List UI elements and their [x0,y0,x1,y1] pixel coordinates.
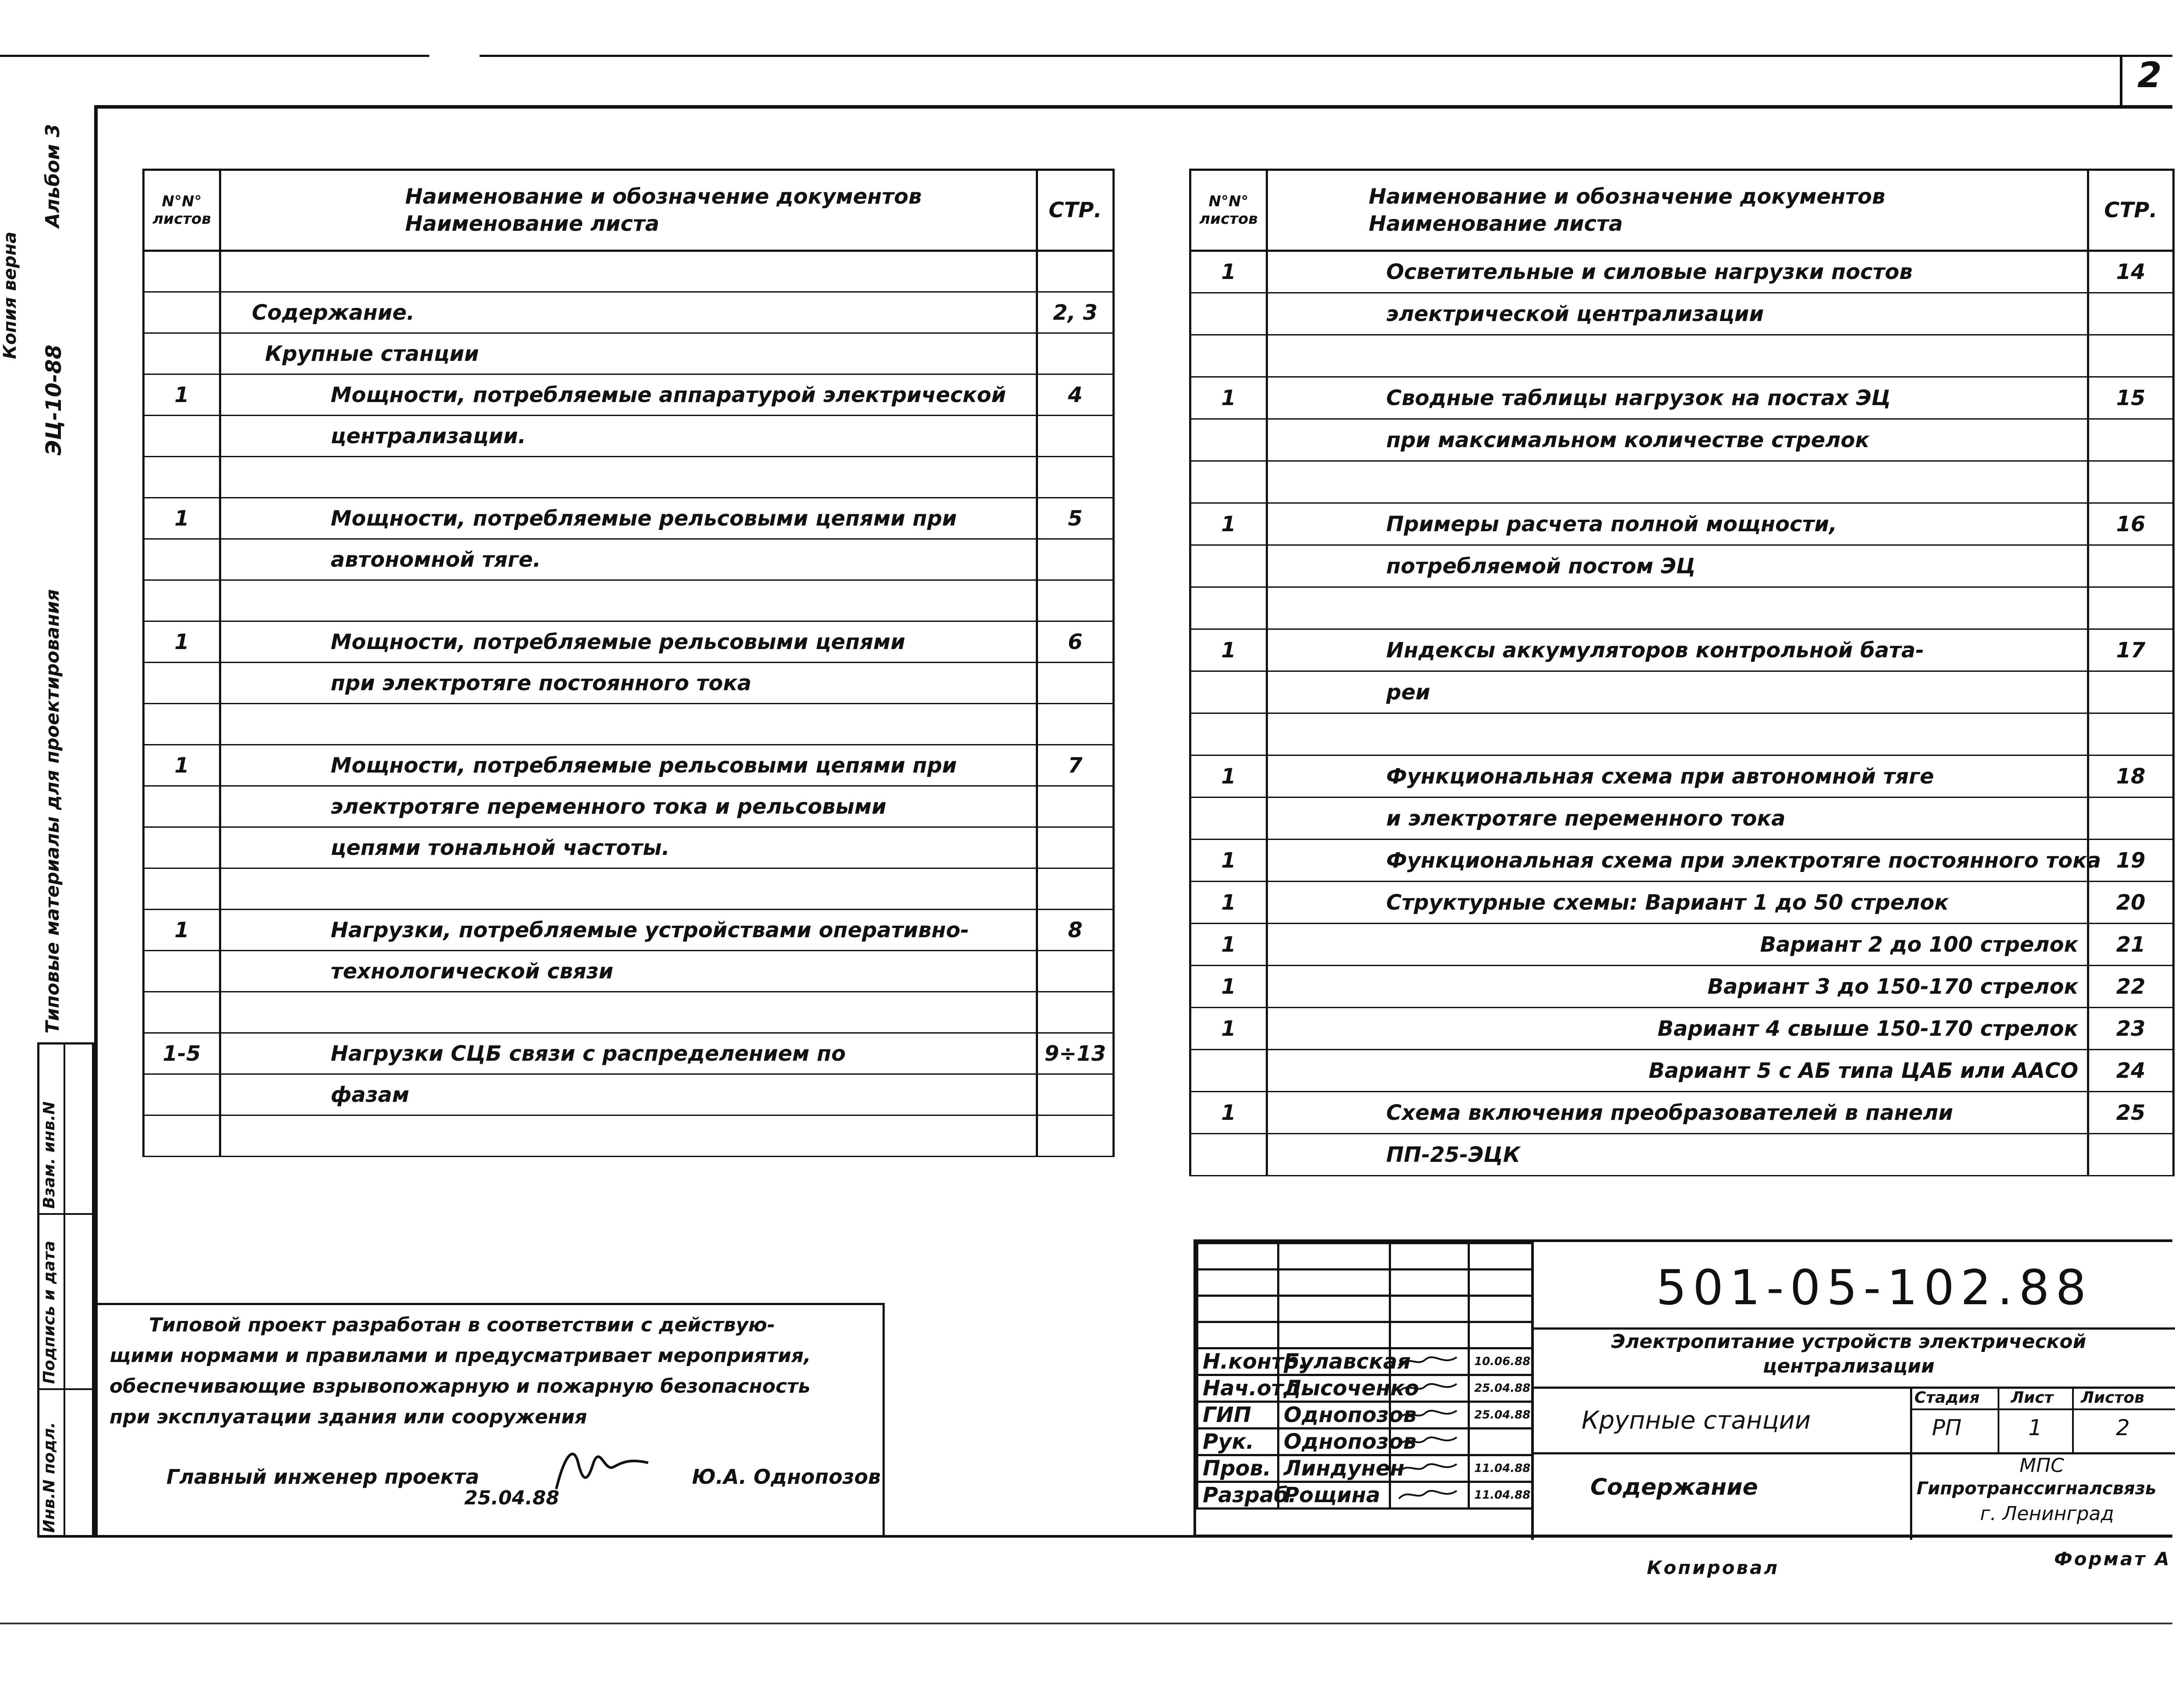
sheet-count [144,992,220,1033]
approval-row [1197,1429,1532,1455]
page-number: 23 [2088,1008,2174,1050]
document-title: фазам [220,1074,1037,1115]
type-label: Типовые материалы для проектирования [42,589,63,1034]
contents-row [1190,461,2174,503]
document-title [1267,587,2088,629]
document-title: Содержание. [220,292,1037,333]
document-title: Мощности, потребляемые рельсовыми цепями при [220,498,1037,539]
contents-row [144,1115,1114,1157]
sheets-label: Листов [2081,1389,2144,1407]
page-number [1037,704,1114,745]
sheet-count [1190,419,1267,461]
contents-row [1190,251,2174,293]
contents-row [144,498,1114,539]
title-divider-v [1531,1242,1534,1540]
sheet-count [144,827,220,868]
document-title: Нагрузки, потребляемые устройствами оперативно- [220,910,1037,951]
title-divider-h3 [1531,1452,2175,1454]
contents-row [144,416,1114,457]
strip-inv-label: Инв.N подл. [40,1422,58,1533]
sheet-value: 1 [2028,1415,2042,1440]
sheet-count: 1 [144,910,220,951]
page-number [2088,419,2174,461]
approval-table [1196,1242,1533,1510]
contents-row [1190,545,2174,587]
sheet-count: 1 [1190,1008,1267,1050]
document-title: автономной тяге. [220,539,1037,580]
page-number [2088,671,2174,713]
sheet-count [144,663,220,704]
contents-row [1190,882,2174,924]
sheets-value: 2 [2116,1415,2130,1440]
page-number [1037,457,1114,498]
approval-row [1197,1375,1532,1402]
page-number [1037,951,1114,992]
sheet-count [1190,798,1267,840]
document-name: Содержание [1590,1474,1758,1500]
page-number [2088,293,2174,335]
document-title: Вариант 3 до 150-170 стрелок [1267,966,2088,1008]
contents-row [1190,671,2174,713]
approval-signature [1390,1375,1469,1402]
sheet-count [1190,1134,1267,1176]
contents-row [1190,629,2174,671]
left-strip-divider [64,1042,65,1537]
document-title: ПП-25-ЭЦК [1267,1134,2088,1176]
approval-name: Линдунен [1278,1455,1390,1482]
page-number: 24 [2088,1050,2174,1092]
document-title: Мощности, потребляемые рельсовыми цепями при [220,745,1037,786]
stage-value: РП [1932,1415,1962,1440]
contents-row [1190,966,2174,1008]
contents-row [1190,1134,2174,1176]
page-number: 7 [1037,745,1114,786]
document-title: при электротяге постоянного тока [220,663,1037,704]
approval-signature [1390,1482,1469,1509]
header-name-line1: Наименование и обозначение документов [405,184,922,209]
approval-signature [1390,1402,1469,1429]
page-number: 20 [2088,882,2174,924]
sheet-count: 1 [1190,251,1267,293]
header-name [220,170,1037,251]
approval-name: Однопозов [1278,1402,1390,1429]
page-number [2088,587,2174,629]
document-title [220,992,1037,1033]
document-title: Осветительные и силовые нагрузки постов [1267,251,2088,293]
document-title: Нагрузки СЦБ связи с распределением по [220,1033,1037,1074]
header-page: СТР. [2088,170,2174,251]
sheet-count [144,333,220,374]
approval-role: ГИП [1197,1402,1278,1429]
contents-row [144,910,1114,951]
page-number: 6 [1037,621,1114,663]
sheet-count: 1 [1190,882,1267,924]
page-number [2088,335,2174,377]
contents-row [1190,840,2174,882]
album-label: Альбом 3 [42,124,64,228]
document-title: и электротяге переменного тока [1267,798,2088,840]
approval-role: Н.контр. [1197,1348,1278,1375]
sheet-count [144,1115,220,1157]
page-number [2088,545,2174,587]
contents-row [144,621,1114,663]
note-line-2: щими нормами и правилами и предусматривает мероприятия, [109,1345,811,1367]
page-number [1037,868,1114,910]
contents-row [144,827,1114,868]
approval-date: 11.04.88 [1469,1455,1532,1482]
approval-signature [1390,1455,1469,1482]
approval-signature [1390,1348,1469,1375]
approval-name: Лысоченко [1278,1375,1390,1402]
page-number [1037,786,1114,827]
left-strip-rule-1 [37,1213,94,1215]
approval-role: Разраб. [1197,1482,1278,1509]
page-number [1037,416,1114,457]
sheet-count: 1 [1190,1092,1267,1134]
approval-date: 10.06.88 [1469,1348,1532,1375]
document-title: Вариант 4 свыше 150-170 стрелок [1267,1008,2088,1050]
strip-replace-label: Взам. инв.N [40,1101,58,1209]
sheet-box-left [2120,55,2122,107]
note-line-4: при эксплуатации здания или сооружения [109,1406,587,1428]
header-num: N°N° листов [1190,170,1267,251]
contents-table-right [1189,169,2175,1176]
contents-row [144,868,1114,910]
title-divider-h2 [1531,1387,2175,1389]
approval-signature [1390,1429,1469,1455]
document-title [1267,713,2088,755]
sheet-count [144,457,220,498]
document-title: Структурные схемы: Вариант 1 до 50 стрелок [1267,882,2088,924]
header-name-line1: Наименование и обозначение документов [1369,184,1885,209]
copied-label: Копировал [1647,1557,1780,1578]
page-number: 8 [1037,910,1114,951]
header-num: N°N° листов [144,170,220,251]
sheet-count: 1 [144,621,220,663]
contents-row [1190,1008,2174,1050]
contents-row [1190,293,2174,335]
contents-row [144,292,1114,333]
page-number [1037,580,1114,621]
sheet-count: 1 [1190,503,1267,545]
page-number: 16 [2088,503,2174,545]
contents-row [1190,503,2174,545]
approval-name: Булавская [1278,1348,1390,1375]
bottom-scan-line [0,1623,2172,1624]
page-number: 2, 3 [1037,292,1114,333]
page-number [2088,713,2174,755]
series-label: ЭЦ-10-88 [42,344,66,455]
sheet-count [1190,671,1267,713]
approval-date: 25.04.88 [1469,1375,1532,1402]
contents-table-left [142,169,1115,1157]
contents-row [144,786,1114,827]
sheet-count [1190,461,1267,503]
approval-date: 11.04.88 [1469,1482,1532,1509]
document-title [1267,335,2088,377]
org-line-2: Гипротранссигналсвязь [1917,1479,2157,1499]
page-number [1037,992,1114,1033]
page-number [2088,1134,2174,1176]
left-strip-rule-2 [37,1388,94,1390]
page-number [2088,798,2174,840]
document-title: Мощности, потребляемые рельсовыми цепями [220,621,1037,663]
page-number: 9÷13 [1037,1033,1114,1074]
document-title [220,457,1037,498]
document-title [220,1115,1037,1157]
contents-row [144,580,1114,621]
document-title: Мощности, потребляемые аппаратурой электрической [220,374,1037,416]
document-title [220,251,1037,292]
drawing-code: 501-05-102.88 [1656,1260,2093,1316]
sheet-count [1190,713,1267,755]
page-number: 15 [2088,377,2174,419]
sheet-count [144,786,220,827]
stage-col-2 [2072,1387,2074,1452]
page-number: 14 [2088,251,2174,293]
frame-top [96,105,2172,109]
sheet-count [144,292,220,333]
org-line-1: МПС [2020,1454,2064,1477]
document-title: Вариант 5 с АБ типа ЦАБ или ААСО [1267,1050,2088,1092]
document-title [220,580,1037,621]
sheet-count: 1 [1190,840,1267,882]
contents-row [144,539,1114,580]
header-name-line2: Наименование листа [405,212,660,236]
page-number [1037,827,1114,868]
page-number [1037,1115,1114,1157]
document-title: при максимальном количестве стрелок [1267,419,2088,461]
sheet-count: 1 [144,374,220,416]
approval-row [1197,1455,1532,1482]
sheet-count: 1-5 [144,1033,220,1074]
format-label: Формат А [2054,1548,2171,1570]
approval-date [1469,1429,1532,1455]
document-title: Функциональная схема при электротяге постоянного тока [1267,840,2088,882]
top-edge-line [0,55,429,57]
page-number: 18 [2088,755,2174,798]
approval-role: Пров. [1197,1455,1278,1482]
contents-row [1190,419,2174,461]
chief-engineer-label: Главный инженер проекта [166,1465,480,1489]
page-number: 19 [2088,840,2174,882]
document-title: Крупные станции [220,333,1037,374]
page-number [1037,251,1114,292]
contents-row [144,992,1114,1033]
org-line-3: г. Ленинград [1980,1503,2114,1525]
contents-row [1190,755,2174,798]
sheet-count [1190,335,1267,377]
document-title: централизации. [220,416,1037,457]
document-title [1267,461,2088,503]
top-edge-line-2 [480,55,2172,57]
sheet-count: 1 [144,498,220,539]
note-line-3: обеспечивающие взрывопожарную и пожарную безопасность [109,1375,811,1397]
header-name-line2: Наименование листа [1369,212,1623,236]
document-title: Индексы аккумуляторов контрольной бата- [1267,629,2088,671]
page-number [1037,1074,1114,1115]
sheet-count: 1 [1190,755,1267,798]
document-title: реи [1267,671,2088,713]
page-number [2088,461,2174,503]
contents-row [144,1074,1114,1115]
contents-row [1190,713,2174,755]
header-page: СТР. [1037,170,1114,251]
contents-row [144,951,1114,992]
sheet-count [1190,545,1267,587]
sheet-count: 1 [1190,629,1267,671]
sheet-count [144,539,220,580]
safety-note [96,1303,885,1537]
contents-row [144,333,1114,374]
object-name: Крупные станции [1582,1406,1811,1435]
document-title: цепями тональной частоты. [220,827,1037,868]
stage-label: Стадия [1914,1389,1980,1407]
document-title: Функциональная схема при автономной тяге [1267,755,2088,798]
contents-row [144,704,1114,745]
chief-engineer-name: Ю.А. Однопозов [692,1465,881,1489]
contents-row [144,745,1114,786]
document-title: потребляемой постом ЭЦ [1267,545,2088,587]
page-number: 22 [2088,966,2174,1008]
contents-row [1190,587,2174,629]
approval-row [1197,1402,1532,1429]
sheet-count [144,416,220,457]
page-number [1037,539,1114,580]
document-title: технологической связи [220,951,1037,992]
sheet-label: Лист [2011,1389,2054,1407]
approval-name: Рощина [1278,1482,1390,1509]
document-title: электрической централизации [1267,293,2088,335]
document-title: электротяге переменного тока и рельсовыми [220,786,1037,827]
page-number: 25 [2088,1092,2174,1134]
sheet-count [144,1074,220,1115]
approval-row [1197,1482,1532,1509]
contents-row [144,663,1114,704]
contents-row [144,1033,1114,1074]
page-number: 5 [1037,498,1114,539]
approval-row [1197,1348,1532,1375]
sheet-count: 1 [1190,377,1267,419]
approval-date: 25.04.88 [1469,1402,1532,1429]
stage-divider-h [1910,1408,2175,1410]
approval-role: Рук. [1197,1429,1278,1455]
header-name [1267,170,2088,251]
contents-row [1190,798,2174,840]
chief-engineer-date: 25.04.88 [464,1487,560,1509]
sheet-count [1190,293,1267,335]
contents-row [1190,924,2174,966]
document-title: Сводные таблицы нагрузок на постах ЭЦ [1267,377,2088,419]
sheet-count [144,251,220,292]
contents-row [1190,1050,2174,1092]
page-number [1037,663,1114,704]
contents-row [1190,335,2174,377]
contents-row [1190,377,2174,419]
page-number [1037,333,1114,374]
strip-signature-label: Подпись и дата [40,1241,58,1384]
project-subject: Электропитание устройств электрической централизации [1611,1330,2087,1377]
contents-row [144,251,1114,292]
document-title: Вариант 2 до 100 стрелок [1267,924,2088,966]
note-line-1: Типовой проект разработан в соответствии с действую- [149,1314,775,1336]
sheet-count [1190,587,1267,629]
sheet-count: 1 [144,745,220,786]
page-number: 4 [1037,374,1114,416]
contents-row [1190,1092,2174,1134]
document-title: Схема включения преобразователей в панели [1267,1092,2088,1134]
document-title [220,704,1037,745]
document-title [220,868,1037,910]
page-number: 21 [2088,924,2174,966]
copy-note: Копия верна [0,231,20,359]
approval-name: Однопозов [1278,1429,1390,1455]
document-title: Примеры расчета полной мощности, [1267,503,2088,545]
sheet-count: 1 [1190,924,1267,966]
title-block [1193,1239,2172,1537]
sheet-number: 2 [2137,55,2162,95]
contents-row [144,374,1114,416]
sheet-count [1190,1050,1267,1092]
chief-engineer-signature [552,1436,653,1498]
sheet-count [144,868,220,910]
contents-row [144,457,1114,498]
page-number: 17 [2088,629,2174,671]
stage-col-1 [1998,1387,1999,1452]
sheet-count [144,580,220,621]
approval-role: Нач.отд. [1197,1375,1278,1402]
sheet-count [144,704,220,745]
sheet-count: 1 [1190,966,1267,1008]
sheet-count [144,951,220,992]
